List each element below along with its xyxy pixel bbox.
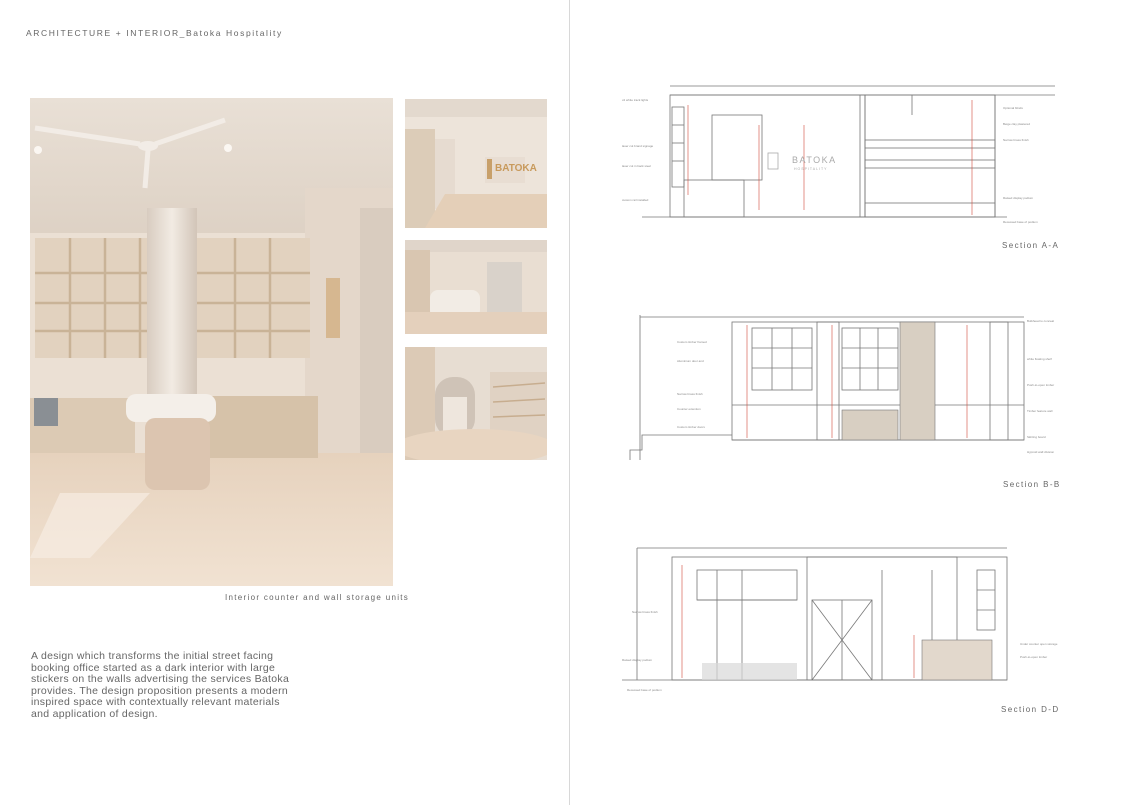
svg-text:Custom timber framed: Custom timber framed (677, 340, 707, 344)
svg-text:custom rail installed: custom rail installed (622, 198, 649, 202)
svg-text:laser cut brand signage: laser cut brand signage (622, 144, 654, 148)
svg-text:Beige clay plastered: Beige clay plastered (1003, 122, 1031, 126)
svg-text:Raised display podium: Raised display podium (622, 658, 653, 662)
svg-text:Counter extention: Counter extention (677, 407, 701, 411)
section-d-d-drawing (622, 545, 1067, 695)
svg-text:Push-to-open timber: Push-to-open timber (1027, 383, 1055, 387)
lobby-render (405, 347, 547, 460)
svg-text:Under counter open storage: Under counter open storage (1020, 642, 1058, 646)
svg-text:Push-to-open timber: Push-to-open timber (1020, 655, 1048, 659)
svg-text:Narrow brass finish: Narrow brass finish (632, 610, 658, 614)
section-b-b-label: Section B-B (1003, 480, 1061, 489)
svg-text:Aluminium door and: Aluminium door and (677, 359, 704, 363)
section-a-a-drawing (622, 85, 1062, 230)
section-b-b-drawing (622, 310, 1067, 460)
corridor-render (405, 99, 547, 228)
svg-text:Timber feature wall: Timber feature wall (1027, 409, 1053, 413)
page-header: ARCHITECTURE + INTERIOR_Batoka Hospitality (26, 28, 283, 38)
svg-text:Custom timber doors: Custom timber doors (677, 425, 705, 429)
brand-sub-a: HOSPITALITY (794, 167, 828, 171)
svg-text:white floating shelf: white floating shelf (1027, 357, 1052, 361)
section-a-a-label: Section A-A (1002, 241, 1060, 250)
reception-render (405, 240, 547, 334)
svg-text:x2 white track lights: x2 white track lights (622, 98, 649, 102)
main-render-caption: Interior counter and wall storage units (225, 593, 410, 602)
svg-text:laser cut in back steel: laser cut in back steel (622, 164, 651, 168)
svg-text:Skirting board: Skirting board (1027, 435, 1046, 439)
svg-text:Hyproid wall division: Hyproid wall division (1027, 450, 1055, 454)
svg-text:Recessed base of podium: Recessed base of podium (627, 688, 662, 692)
main-interior-render (30, 98, 393, 586)
brand-name-a: BATOKA (792, 155, 837, 165)
brand-sign-small: BATOKA (495, 163, 537, 174)
svg-text:Optional blinds: Optional blinds (1003, 106, 1023, 110)
svg-text:Recessed base of podium: Recessed base of podium (1003, 220, 1038, 224)
section-d-d-label: Section D-D (1001, 705, 1060, 714)
svg-text:Narrow brass finish: Narrow brass finish (1003, 138, 1029, 142)
svg-text:Bulkhead to conceal: Bulkhead to conceal (1027, 319, 1055, 323)
project-description: A design which transforms the initial street facing booking office started as a dark interior with large stickers on the walls advertising the services Batoka provides. The design proposition presents a modern inspired space with contextually relevant materials and application of design. (31, 650, 290, 720)
page-divider (569, 0, 570, 805)
svg-text:Raised display podium: Raised display podium (1003, 196, 1034, 200)
svg-text:Narrow brass finish: Narrow brass finish (677, 392, 703, 396)
